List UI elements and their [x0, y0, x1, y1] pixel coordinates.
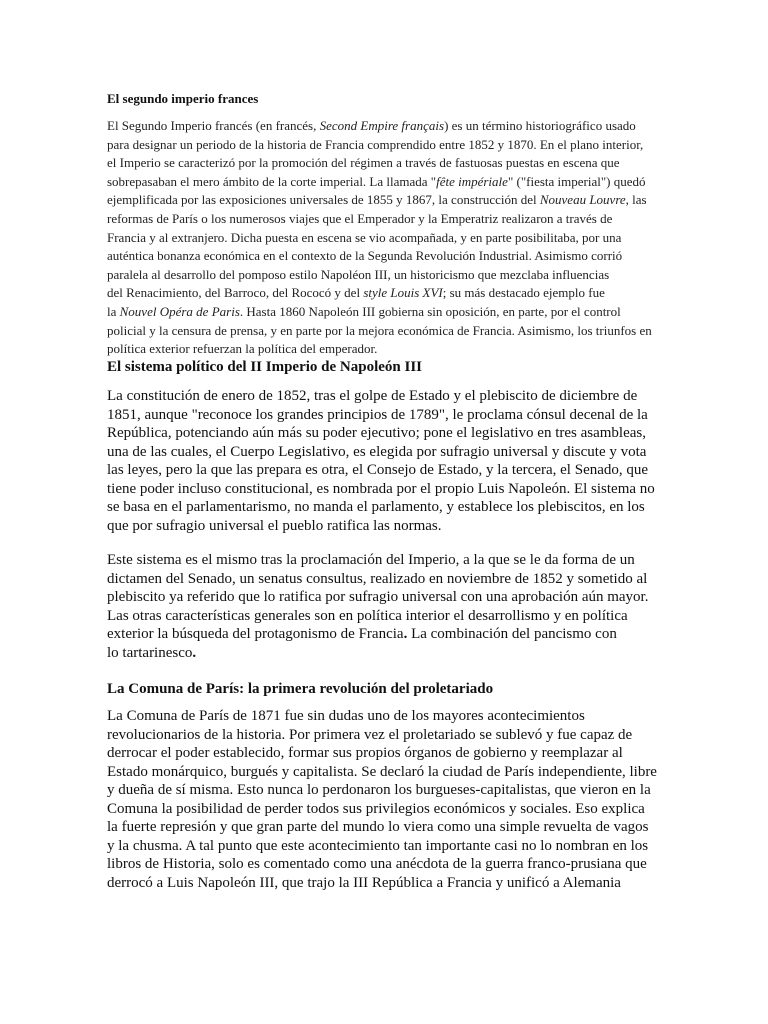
text-line: la Nouvel Opéra de Paris. Hasta 1860 Napoleón III gobierna sin oposición, en parte, por el control — [107, 303, 621, 319]
text-line: policial y la censura de prensa, y en parte por la mejora económica de Francia. Asimismo, los triunfos en — [107, 322, 652, 338]
paragraph-comuna — [107, 707, 663, 892]
text-line: La Comuna de París de 1871 fue sin dudas uno de los mayores acontecimientos — [107, 708, 585, 724]
text-line: una de las cuales, el Cuerpo Legislativo, es elegida por sufragio universal y discute y vota — [107, 443, 647, 460]
text-line: libros de Historia, solo es comentado como una anécdota de la guerra franco-prusiana que — [107, 856, 647, 872]
text-line: dictamen del Senado, un senatus consultus, realizado en noviembre de 1852 y sometido al — [107, 570, 648, 587]
text-line: plebiscito ya referido que lo ratifica por sufragio universal con una aprobación aún mayor. — [107, 589, 649, 605]
text-line: y la chusma. A tal punto que este acontecimiento tan importante casi no lo nombran en los — [107, 837, 649, 854]
text-line: las leyes, pero la que las prepara es otra, el Consejo de Estado, y la tercera, el Senado, que — [107, 462, 649, 478]
text-line: El Segundo Imperio francés (en francés, Second Empire français) es un término historiográfico usado — [107, 118, 636, 133]
text-line: Este sistema es el mismo tras la proclamación del Imperio, a la que se le da forma de un — [107, 552, 635, 568]
text-line: reformas de París o los numerosos viajes que el Emperador y la Emperatriz realizaron a través de — [107, 210, 613, 226]
text-line: lo tartarinesco. — [107, 644, 197, 661]
text-line: paralela al desarrollo del pomposo estilo Napoléon III, un historicismo que mezclaba influencias — [107, 266, 610, 282]
text-line: que por sufragio universal el pueblo ratifica las normas. — [107, 517, 442, 534]
text-line: tiene poder incluso constitucional, es nombrada por el propio Luis Napoleón. El sistema no — [107, 480, 655, 497]
paragraph-constitucion — [107, 387, 663, 535]
text-line: para designar un periodo de la historia de Francia comprendido entre 1852 y 1870. En el plano interior, — [107, 136, 644, 152]
text-line: sobrepasaban el mero ámbito de la corte imperial. La llamada "fête impériale" ("fiesta imperial") quedó — [107, 173, 646, 189]
text-line: La constitución de enero de 1852, tras el golpe de Estado y el plebiscito de diciembre de — [107, 388, 638, 404]
text-line: derrocó a Luis Napoleón III, que trajo la III República a Francia y unificó a Alemania — [107, 874, 621, 891]
text-line: se basa en el parlamentarismo, no manda el parlamento, y establece los plebiscitos, en los — [107, 499, 645, 515]
section-heading-sistema-politico: El sistema político del II Imperio de Napoleón III — [107, 359, 423, 375]
section-heading-segundo-imperio: El segundo imperio frances — [107, 91, 259, 106]
text-line: Comuna la posibilidad de perder todos sus privilegios económicos y sociales. Eso explica — [107, 800, 645, 817]
text-line: Las otras características generales son en política interior el desarrollismo y en política — [107, 607, 628, 624]
text-line: ejemplificada por las exposiciones universales de 1855 y 1867, la construcción del Nouveau Louvre, las — [107, 192, 647, 208]
text-line: Francia y al extranjero. Dicha puesta en escena se vio acompañada, y en parte posibilitaba, por una — [107, 229, 622, 245]
text-line: y dueña de sí misma. Esto nunca lo perdonaron los burgueses-capitalistas, que vieron en la — [107, 782, 651, 798]
text-line: política exterior refuerzan la política del emperador. — [107, 341, 378, 357]
text-line: derrocar el poder establecido, formar sus propios órganos de gobierno y reemplazar al — [107, 745, 623, 761]
text-line: la fuerte represión y que gran parte del mundo lo viera como una simple revuelta de vagos — [107, 819, 649, 835]
section-heading-comuna-de-paris: La Comuna de París: la primera revolución del proletariado — [107, 681, 494, 697]
text-line: 1851, aunque "reconoce los grandes principios de 1789", le proclama cónsul decenal de la — [107, 406, 648, 423]
paragraph-segundo-imperio — [107, 117, 663, 359]
text-line: Estado monárquico, burgués y capitalista. Se declaró la ciudad de París independiente, libre — [107, 763, 657, 780]
text-line: revolucionarios de la historia. Por primera vez el proletariado se sublevó y fue capaz de — [107, 726, 633, 743]
text-line: el Imperio se caracterizó por la promoción del régimen a través de fastuosas puestas en escena que — [107, 155, 620, 171]
text-line: exterior la búsqueda del protagonismo de Francia. La combinación del pancismo con — [107, 626, 617, 642]
text-line: auténtica bonanza económica en el contexto de la Segunda Revolución Industrial. Asimismo corrió — [107, 248, 623, 264]
text-line: del Renacimiento, del Barroco, del Rococó y del style Louis XVI; su más destacado ejemplo fue — [107, 285, 605, 301]
text-line: República, potenciando aún más su poder ejecutivo; pone el legislativo en tres asambleas, — [107, 425, 647, 441]
paragraph-proclamacion — [107, 551, 663, 662]
